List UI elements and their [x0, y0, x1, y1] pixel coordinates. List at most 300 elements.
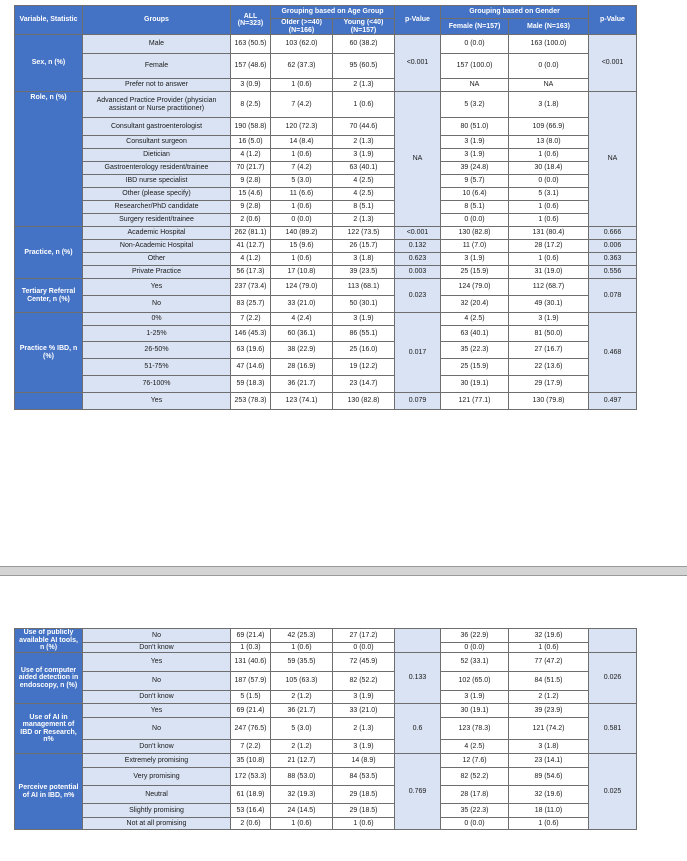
group-label: Male	[83, 35, 231, 54]
all-value: 4 (1.2)	[231, 253, 271, 266]
table-row	[15, 313, 637, 326]
group-label: Dietician	[83, 149, 231, 162]
group-label: 0%	[83, 313, 231, 326]
variable-label: Practice % IBD, n (%)	[15, 313, 83, 393]
young-value: 3 (1.9)	[333, 149, 395, 162]
all-value: 83 (25.7)	[231, 296, 271, 313]
female-value: 4 (2.5)	[441, 313, 509, 326]
table-row	[15, 754, 637, 768]
group-label: Yes	[83, 653, 231, 672]
group-label: Female	[83, 54, 231, 79]
group-label: 26-50%	[83, 342, 231, 359]
male-value: 30 (18.4)	[509, 162, 589, 175]
variable-header: Variable, Statistic	[15, 6, 83, 35]
older-header: Older (>=40) (N=166)	[271, 19, 333, 35]
table-row	[15, 653, 637, 672]
older-value: 1 (0.6)	[271, 79, 333, 92]
older-value: 11 (6.6)	[271, 188, 333, 201]
demographics-table	[14, 5, 637, 410]
female-value: 39 (24.8)	[441, 162, 509, 175]
older-value: 5 (3.0)	[271, 175, 333, 188]
male-value: 89 (54.6)	[509, 768, 589, 786]
female-value: 82 (52.2)	[441, 768, 509, 786]
table-row	[15, 786, 637, 804]
all-value: 7 (2.2)	[231, 740, 271, 754]
young-value: 3 (1.8)	[333, 253, 395, 266]
table-row	[15, 643, 637, 653]
all-value: 59 (18.3)	[231, 376, 271, 393]
group-label: 76-100%	[83, 376, 231, 393]
female-value: 35 (22.3)	[441, 804, 509, 818]
young-value: 23 (14.7)	[333, 376, 395, 393]
male-header: Male (N=163)	[509, 19, 589, 35]
female-value: 30 (19.1)	[441, 704, 509, 718]
group-label: Neutral	[83, 786, 231, 804]
group-label: Yes	[83, 393, 231, 410]
p-value-gender: 0.363	[589, 253, 637, 266]
group-label: Yes	[83, 704, 231, 718]
older-value: 38 (22.9)	[271, 342, 333, 359]
older-value: 36 (21.7)	[271, 704, 333, 718]
group-label: Other (please specify)	[83, 188, 231, 201]
older-value: 42 (25.3)	[271, 629, 333, 643]
all-value: 2 (0.6)	[231, 214, 271, 227]
older-value: 24 (14.5)	[271, 804, 333, 818]
all-value: 131 (40.6)	[231, 653, 271, 672]
male-value: 31 (19.0)	[509, 266, 589, 279]
female-value: 3 (1.9)	[441, 136, 509, 149]
all-value: 35 (10.8)	[231, 754, 271, 768]
table-row	[15, 804, 637, 818]
older-value: 4 (2.4)	[271, 313, 333, 326]
older-value: 7 (4.2)	[271, 162, 333, 175]
male-value: 0 (0.0)	[509, 175, 589, 188]
young-value: 0 (0.0)	[333, 643, 395, 653]
young-value: 86 (55.1)	[333, 326, 395, 342]
male-value: 1 (0.6)	[509, 201, 589, 214]
p-value-gender: 0.006	[589, 240, 637, 253]
older-value: 1 (0.6)	[271, 253, 333, 266]
young-value: 2 (1.3)	[333, 79, 395, 92]
male-value: 84 (51.5)	[509, 672, 589, 691]
group-label: Yes	[83, 279, 231, 296]
table-row	[15, 79, 637, 92]
older-value: 0 (0.0)	[271, 214, 333, 227]
group-label: Other	[83, 253, 231, 266]
older-value: 88 (53.0)	[271, 768, 333, 786]
young-value: 2 (1.3)	[333, 214, 395, 227]
older-value: 28 (16.9)	[271, 359, 333, 376]
variable-label: Use of publicly available AI tools, n (%)	[15, 629, 83, 653]
p-value-age: <0.001	[395, 227, 441, 240]
male-value: 112 (68.7)	[509, 279, 589, 296]
female-value: 25 (15.9)	[441, 266, 509, 279]
group-label: Gastroenterology resident/trainee	[83, 162, 231, 175]
older-value: 60 (36.1)	[271, 326, 333, 342]
older-value: 36 (21.7)	[271, 376, 333, 393]
group-label: 1-25%	[83, 326, 231, 342]
older-value: 2 (1.2)	[271, 740, 333, 754]
young-value: 3 (1.9)	[333, 691, 395, 704]
male-value: 1 (0.6)	[509, 149, 589, 162]
table-row	[15, 240, 637, 253]
table-row	[15, 253, 637, 266]
header-row	[15, 6, 637, 19]
p-value-age	[395, 629, 441, 653]
young-value: 82 (52.2)	[333, 672, 395, 691]
older-value: 15 (9.6)	[271, 240, 333, 253]
p-value-age: 0.079	[395, 393, 441, 410]
all-value: 47 (14.6)	[231, 359, 271, 376]
all-value: 69 (21.4)	[231, 629, 271, 643]
older-value: 5 (3.0)	[271, 718, 333, 740]
p-value-header: p-Value	[395, 6, 441, 35]
all-value: 63 (19.6)	[231, 342, 271, 359]
table-row	[15, 214, 637, 227]
table-row	[15, 279, 637, 296]
young-value: 4 (2.5)	[333, 175, 395, 188]
p-value-gender: 0.581	[589, 704, 637, 754]
all-value: 61 (18.9)	[231, 786, 271, 804]
group-label: Don't know	[83, 691, 231, 704]
female-value: 124 (79.0)	[441, 279, 509, 296]
male-value: 109 (66.9)	[509, 118, 589, 136]
table-row	[15, 342, 637, 359]
young-value: 113 (68.1)	[333, 279, 395, 296]
young-value: 50 (30.1)	[333, 296, 395, 313]
older-value: 1 (0.6)	[271, 643, 333, 653]
male-value: 32 (19.6)	[509, 629, 589, 643]
female-value: 9 (5.7)	[441, 175, 509, 188]
male-value: 49 (30.1)	[509, 296, 589, 313]
young-value: 19 (12.2)	[333, 359, 395, 376]
male-value: 5 (3.1)	[509, 188, 589, 201]
female-value: 3 (1.9)	[441, 149, 509, 162]
female-value: 80 (51.0)	[441, 118, 509, 136]
table-row	[15, 136, 637, 149]
male-value: 29 (17.9)	[509, 376, 589, 393]
p-value-gender: 0.026	[589, 653, 637, 704]
p-value-gender: 0.078	[589, 279, 637, 313]
p-value-gender	[589, 629, 637, 653]
table-row	[15, 359, 637, 376]
male-value: 163 (100.0)	[509, 35, 589, 54]
young-value: 72 (45.9)	[333, 653, 395, 672]
all-value: 8 (2.5)	[231, 92, 271, 118]
male-value: 3 (1.8)	[509, 92, 589, 118]
all-value: 163 (50.5)	[231, 35, 271, 54]
older-value: 1 (0.6)	[271, 149, 333, 162]
all-value: 16 (5.0)	[231, 136, 271, 149]
age-group-header: Grouping based on Age Group	[271, 6, 395, 19]
male-value: 18 (11.0)	[509, 804, 589, 818]
group-label: Don't know	[83, 643, 231, 653]
female-value: 11 (7.0)	[441, 240, 509, 253]
group-label: Private Practice	[83, 266, 231, 279]
group-label: Surgery resident/trainee	[83, 214, 231, 227]
young-value: 29 (18.5)	[333, 804, 395, 818]
female-value: 157 (100.0)	[441, 54, 509, 79]
older-value: 14 (8.4)	[271, 136, 333, 149]
p-value-gender: 0.497	[589, 393, 637, 410]
female-value: 12 (7.6)	[441, 754, 509, 768]
table-row	[15, 227, 637, 240]
young-value: 25 (16.0)	[333, 342, 395, 359]
p-value-gender: NA	[589, 92, 637, 227]
male-value: 121 (74.2)	[509, 718, 589, 740]
p-value-age: <0.001	[395, 35, 441, 92]
p-value-age: 0.003	[395, 266, 441, 279]
group-label: Consultant surgeon	[83, 136, 231, 149]
older-value: 1 (0.6)	[271, 201, 333, 214]
female-value: 25 (15.9)	[441, 359, 509, 376]
male-value: 1 (0.6)	[509, 818, 589, 830]
male-value: 3 (1.8)	[509, 740, 589, 754]
all-value: 190 (58.8)	[231, 118, 271, 136]
young-value: 95 (60.5)	[333, 54, 395, 79]
young-value: 8 (5.1)	[333, 201, 395, 214]
male-value: 27 (16.7)	[509, 342, 589, 359]
all-value: 56 (17.3)	[231, 266, 271, 279]
female-value: 32 (20.4)	[441, 296, 509, 313]
female-value: 102 (65.0)	[441, 672, 509, 691]
group-label: Prefer not to answer	[83, 79, 231, 92]
group-label: 51-75%	[83, 359, 231, 376]
young-value: 63 (40.1)	[333, 162, 395, 175]
male-value: 0 (0.0)	[509, 54, 589, 79]
all-value: 146 (45.3)	[231, 326, 271, 342]
young-value: 2 (1.3)	[333, 136, 395, 149]
group-label: No	[83, 672, 231, 691]
older-value: 59 (35.5)	[271, 653, 333, 672]
male-value: 130 (79.8)	[509, 393, 589, 410]
p-value-gender-header: p-Value	[589, 6, 637, 35]
p-value-age: 0.132	[395, 240, 441, 253]
p-value-gender: 0.666	[589, 227, 637, 240]
female-value: 0 (0.0)	[441, 643, 509, 653]
page-separator	[0, 566, 687, 576]
male-value: 22 (13.6)	[509, 359, 589, 376]
group-label: IBD nurse specialist	[83, 175, 231, 188]
female-value: 130 (82.8)	[441, 227, 509, 240]
p-value-age: 0.133	[395, 653, 441, 704]
female-value: 36 (22.9)	[441, 629, 509, 643]
p-value-age: 0.6	[395, 704, 441, 754]
female-value: 4 (2.5)	[441, 740, 509, 754]
female-value: NA	[441, 79, 509, 92]
variable-label: Perceive potential of AI in IBD, n%	[15, 754, 83, 830]
table-row	[15, 175, 637, 188]
young-value: 84 (53.5)	[333, 768, 395, 786]
p-value-gender: 0.556	[589, 266, 637, 279]
group-label: Extremely promising	[83, 754, 231, 768]
older-value: 124 (79.0)	[271, 279, 333, 296]
table-row	[15, 740, 637, 754]
male-value: 77 (47.2)	[509, 653, 589, 672]
all-value: 15 (4.6)	[231, 188, 271, 201]
older-value: 123 (74.1)	[271, 393, 333, 410]
all-value: 3 (0.9)	[231, 79, 271, 92]
p-value-age: NA	[395, 92, 441, 227]
male-value: 1 (0.6)	[509, 253, 589, 266]
older-value: 1 (0.6)	[271, 818, 333, 830]
male-value: 39 (23.9)	[509, 704, 589, 718]
p-value-age: 0.623	[395, 253, 441, 266]
table-row	[15, 92, 637, 118]
group-label: Slightly promising	[83, 804, 231, 818]
all-value: 1 (0.3)	[231, 643, 271, 653]
male-value: 1 (0.6)	[509, 214, 589, 227]
table-row	[15, 149, 637, 162]
table-row	[15, 376, 637, 393]
older-value: 2 (1.2)	[271, 691, 333, 704]
young-value: 122 (73.5)	[333, 227, 395, 240]
variable-label: Use of computer aided detection in endoscopy, n (%)	[15, 653, 83, 704]
young-value: 1 (0.6)	[333, 92, 395, 118]
young-value: 130 (82.8)	[333, 393, 395, 410]
variable-label: Sex, n (%)	[15, 35, 83, 92]
all-value: 237 (73.4)	[231, 279, 271, 296]
p-value-age: 0.017	[395, 313, 441, 393]
male-value: 3 (1.9)	[509, 313, 589, 326]
male-value: 13 (8.0)	[509, 136, 589, 149]
male-value: 2 (1.2)	[509, 691, 589, 704]
young-value: 1 (0.6)	[333, 818, 395, 830]
all-value: 4 (1.2)	[231, 149, 271, 162]
young-header: Young (<40) (N=157)	[333, 19, 395, 35]
older-value: 105 (63.3)	[271, 672, 333, 691]
gender-group-header: Grouping based on Gender	[441, 6, 589, 19]
p-value-gender: <0.001	[589, 35, 637, 92]
young-value: 3 (1.9)	[333, 740, 395, 754]
older-value: 33 (21.0)	[271, 296, 333, 313]
all-value: 253 (78.3)	[231, 393, 271, 410]
all-value: 172 (53.3)	[231, 768, 271, 786]
young-value: 2 (1.3)	[333, 718, 395, 740]
ai-usage-table	[14, 628, 637, 830]
female-value: 5 (3.2)	[441, 92, 509, 118]
p-value-gender: 0.025	[589, 754, 637, 830]
male-value: 1 (0.6)	[509, 643, 589, 653]
female-header: Female (N=157)	[441, 19, 509, 35]
female-value: 0 (0.0)	[441, 214, 509, 227]
table-row	[15, 162, 637, 175]
female-value: 30 (19.1)	[441, 376, 509, 393]
older-value: 7 (4.2)	[271, 92, 333, 118]
young-value: 3 (1.9)	[333, 313, 395, 326]
female-value: 121 (77.1)	[441, 393, 509, 410]
group-label: Non-Academic Hospital	[83, 240, 231, 253]
table-row	[15, 629, 637, 643]
group-label: Advanced Practice Provider (physician assistant or Nurse practitioner)	[83, 92, 231, 118]
all-value: 187 (57.9)	[231, 672, 271, 691]
young-value: 39 (23.5)	[333, 266, 395, 279]
all-value: 9 (2.8)	[231, 201, 271, 214]
older-value: 17 (10.8)	[271, 266, 333, 279]
group-label: No	[83, 629, 231, 643]
p-value-age: 0.769	[395, 754, 441, 830]
table-row	[15, 118, 637, 136]
all-value: 262 (81.1)	[231, 227, 271, 240]
table-row	[15, 35, 637, 54]
all-value: 53 (16.4)	[231, 804, 271, 818]
table-row	[15, 672, 637, 691]
young-value: 70 (44.6)	[333, 118, 395, 136]
group-label: Consultant gastroenterologist	[83, 118, 231, 136]
group-label: Don't know	[83, 740, 231, 754]
variable-label: Role, n (%)	[15, 92, 83, 227]
older-value: 32 (19.3)	[271, 786, 333, 804]
variable-label: Tertiary Referral Center, n (%)	[15, 279, 83, 313]
table-row	[15, 296, 637, 313]
female-value: 52 (33.1)	[441, 653, 509, 672]
male-value: 28 (17.2)	[509, 240, 589, 253]
groups-header: Groups	[83, 6, 231, 35]
all-header: ALL (N=323)	[231, 6, 271, 35]
older-value: 21 (12.7)	[271, 754, 333, 768]
older-value: 140 (89.2)	[271, 227, 333, 240]
all-value: 157 (48.6)	[231, 54, 271, 79]
p-value-gender: 0.468	[589, 313, 637, 393]
all-value: 41 (12.7)	[231, 240, 271, 253]
young-value: 14 (8.9)	[333, 754, 395, 768]
group-label: Not at all promising	[83, 818, 231, 830]
p-value-age: 0.023	[395, 279, 441, 313]
table-row	[15, 188, 637, 201]
male-value: NA	[509, 79, 589, 92]
young-value: 4 (2.5)	[333, 188, 395, 201]
table-row	[15, 718, 637, 740]
table-row	[15, 691, 637, 704]
female-value: 3 (1.9)	[441, 691, 509, 704]
all-value: 2 (0.6)	[231, 818, 271, 830]
female-value: 10 (6.4)	[441, 188, 509, 201]
young-value: 26 (15.7)	[333, 240, 395, 253]
male-value: 23 (14.1)	[509, 754, 589, 768]
variable-label	[15, 393, 83, 410]
group-label: No	[83, 718, 231, 740]
young-value: 33 (21.0)	[333, 704, 395, 718]
all-value: 7 (2.2)	[231, 313, 271, 326]
group-label: No	[83, 296, 231, 313]
male-value: 131 (80.4)	[509, 227, 589, 240]
young-value: 27 (17.2)	[333, 629, 395, 643]
female-value: 35 (22.3)	[441, 342, 509, 359]
older-value: 120 (72.3)	[271, 118, 333, 136]
table-row	[15, 768, 637, 786]
female-value: 0 (0.0)	[441, 35, 509, 54]
all-value: 70 (21.7)	[231, 162, 271, 175]
table-row	[15, 201, 637, 214]
table-row	[15, 704, 637, 718]
female-value: 28 (17.8)	[441, 786, 509, 804]
male-value: 81 (50.0)	[509, 326, 589, 342]
male-value: 32 (19.6)	[509, 786, 589, 804]
female-value: 3 (1.9)	[441, 253, 509, 266]
table-row	[15, 54, 637, 79]
document-page-2	[0, 576, 687, 861]
female-value: 8 (5.1)	[441, 201, 509, 214]
female-value: 123 (78.3)	[441, 718, 509, 740]
variable-label: Use of AI in management of IBD or Research, n%	[15, 704, 83, 754]
young-value: 60 (38.2)	[333, 35, 395, 54]
variable-label: Practice, n (%)	[15, 227, 83, 279]
group-label: Academic Hospital	[83, 227, 231, 240]
table-row	[15, 818, 637, 830]
all-value: 9 (2.8)	[231, 175, 271, 188]
female-value: 0 (0.0)	[441, 818, 509, 830]
group-label: Researcher/PhD candidate	[83, 201, 231, 214]
